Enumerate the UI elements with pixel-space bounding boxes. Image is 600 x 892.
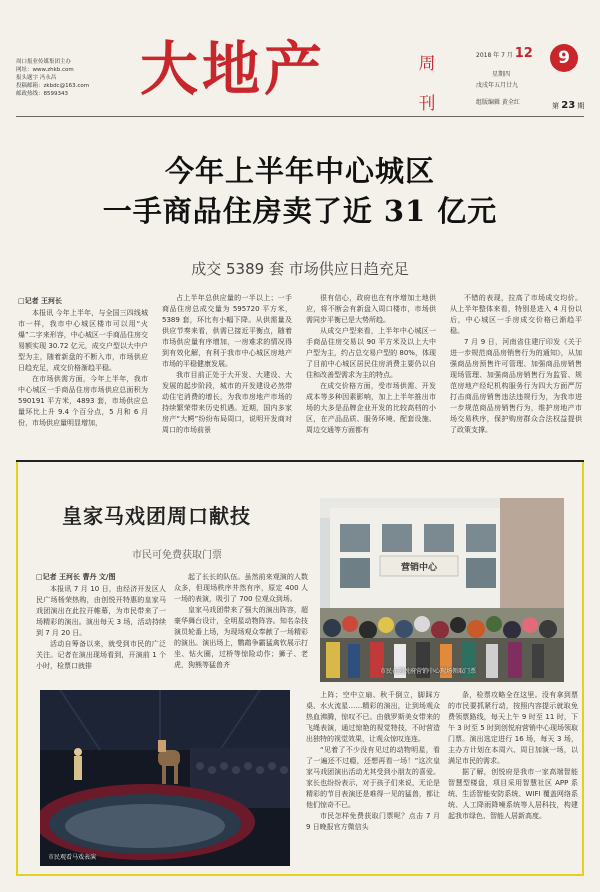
date-block	[476, 46, 556, 89]
publisher-line: 周口报业传媒集团主办	[16, 59, 72, 65]
weekday: 星期四	[492, 71, 511, 78]
paragraph: 7 月 9 日，河南省住建厅印发《关于进一步规范商品房销售行为的通知》，从加强商品房预售许可管理、加强商品房销售现场管理、加强商品房销售行为监管、规范房地产经纪机构服务行为四大方面严厉打击商品房销售违法违规行为，为我市进一步规范商品房销售行为，维护房地产市场交易秩序，保护购房群众合法权益提供了政策支撑。	[450, 338, 582, 434]
issue-badge: 9	[550, 44, 578, 72]
calligraphy-line: 报头题字 冯永昌	[16, 75, 57, 81]
story2-column-4	[448, 690, 578, 866]
date-line	[476, 46, 556, 61]
date-day: 12	[514, 46, 533, 61]
paragraph: 市民怎样免费获取门票呢？点击 7 月 9 日晚报官方微信头	[306, 812, 440, 831]
photo-top-caption: 市民在创悦府营销中心现场领取门票	[380, 668, 477, 675]
editor-line: 组版编辑 黄全红	[476, 99, 520, 106]
story2-subtitle: 市民可免费获取门票	[132, 550, 222, 561]
weekly-label: 周刊	[418, 54, 436, 114]
page-number-value: 23	[561, 100, 576, 111]
photo-sales-center	[320, 498, 564, 682]
headline-line-2: 一手商品住房卖了近 31 亿元	[102, 194, 498, 228]
story2-frame-top	[16, 460, 584, 462]
page-suffix: 期	[577, 102, 585, 110]
story2-column-3	[306, 690, 440, 866]
paragraph: 我市目前正处于大开发、大建设、大发展的起步阶段，城市的开发建设必然带动住宅消费的增长，为我市房地产市场的持续繁荣带来历史机遇。近期，国内多家房产“大鳄”纷纷布局周口，说明开发商对周口的市场前景	[162, 371, 292, 434]
photo-bottom-caption: 市民观看马戏表演	[48, 854, 97, 861]
masthead-logo: 大地产	[140, 35, 327, 103]
story2-title: 皇家马戏团周口献技	[62, 504, 251, 528]
sales-center-sign: 营销中心	[400, 563, 437, 573]
paragraph: 本报讯 今年上半年，与全国三四线城市一样，我市中心城区楼市可以用“火爆”二字来形容，中心城区一手商品住房交易额实现 30.72 亿元，成交户型以大中户型为主，随着新盘的不断入市，市场供应日趋充足，成交价格渐趋平稳。	[18, 309, 148, 372]
page-label: 第	[552, 102, 559, 110]
headline-line-1: 今年上半年中心城区	[164, 154, 435, 188]
page-number	[552, 100, 584, 111]
paragraph: 在成交价格方面，受市场供需、开发成本等多种因素影响，加上上半年推出市场的大多是品牌企业开发的比较高档的小区，在产品品质、服务环境、配套设施、周边交通等方面都有	[306, 382, 436, 434]
subheadline: 成交 5389 套 市场供应日趋充足	[191, 260, 409, 278]
story1-column-4	[450, 293, 582, 448]
paragraph: 在市场供需方面，今年上半年，我市中心城区一手商品住房市场供应总面积为 590191 平方米，4893 套，市场供应总量环比上升 9.4 个百分点，5 月和 6 月份，市场供应量明显增加，	[18, 375, 148, 427]
paragraph: 皇家马戏团带来了强大的演出阵容，超豪华舞台设计，全明星动物阵容。知名杂技演员轮番上场，为现场观众奉献了一场精彩的演出。演出场上，鹦鹉争霸猛禽钦展示打坐、钻火圈，过桥等惊险动作；狮子、老虎，狗熊等猛兽齐	[174, 606, 308, 669]
hotline-line: 邮政热线：8599343	[16, 91, 68, 97]
photo-circus-show	[40, 690, 290, 866]
masthead-divider	[16, 116, 584, 117]
story1-column-2	[162, 293, 292, 448]
masthead-info	[16, 58, 128, 98]
lunar-date: 戊戌年五月廿九	[476, 82, 519, 89]
paragraph: 从成交户型来看，上半年中心城区一手商品住房交易以 90 平方米及以上大中户型为主，约占总交易户型的 80%，体现了目前中心城区居民住房消费主要仍以自住和改善型需求为主的特点。	[306, 327, 436, 379]
paragraph: 占上半年总供应量的一半以上；一手商品住房总成交量为 595720 平方米，5389 套，环比有小幅下降。从供需量及供应节奏来看，供需已接近平衡点，随着市场供应量有序增加，一房难求的情况得到有效化解，有利于我市中心城区房地产市场的平稳健康发展。	[162, 294, 292, 368]
story1-byline: □记者 王河长	[18, 297, 63, 305]
paragraph: 起了长长的队伍。虽然前来观演的人数众多，但现场秩序井然有序，原定 400 人一场的表演，吸引了 700 位观众到场。	[174, 573, 308, 603]
story1-column-1	[18, 308, 148, 448]
paragraph: 据了解，创悦府是我市一家高端智能智慧型楼盘，项目采用智慧社区 APP 系统、生活智能安防系统、WIFI 覆盖网络系统、人工降雨降噪系统等人居科技，构建起我市绿色、智能人居新高度。	[448, 768, 578, 820]
date-prefix: 2018 年 7 月	[476, 52, 513, 59]
website-line: 网址：www.zhkb.com	[16, 67, 74, 73]
photo-circus-show-art	[40, 690, 290, 866]
story1-column-3	[306, 293, 436, 448]
paragraph: 不错的表现，拉高了市场成交均价。从上半年整体来看，特别是进入 4 月份以后，中心城区一手房成交价格已渐趋平稳。	[450, 294, 582, 335]
story2-column-2	[174, 572, 308, 680]
email-line: 投稿邮箱：zkbdc@163.com	[16, 83, 90, 89]
paragraph: 本报讯 7 月 10 日，由经济开发区人民广场杨荣热购，由创悦开特惠的皇家马戏团演出在此拉开帷幕，为市民带来了一场精彩的演出。演出每天 3 场，活动持续到 7 月 20 日。	[36, 585, 166, 637]
story2-byline: □记者 王河长 曹丹 文/图	[36, 573, 116, 581]
paragraph: “见着了不少没有见过的动物明星，看了一遍还不过瘾，还想再看一场！”这次皇家马戏团演出活动尤其受到小朋友的喜爱。家长也纷纷表示，对于孩子们来说，无论是精彩的节目表演还是难得一见的猛兽，都让他们惊奇不已。	[306, 746, 440, 809]
story2-column-1	[36, 584, 166, 680]
paragraph: 活动自筹备以来，就受到市民的广泛关注。记者在演出现场看到，开演前 1 个小时，检票口就排	[36, 640, 166, 670]
paragraph: 很有信心，政府也在有序增加土地供应，将不断会有新盘入周口楼市，市场供需同步平衡已是大势所趋。	[306, 294, 436, 324]
photo-sales-center-art	[320, 498, 564, 682]
paragraph: 上阵；空中立扇、秋千倒立，脚踩方桌、水火流星……精彩的演出，让到场观众热血沸腾，惊叹不已。由俄罗斯美女带来的飞绳表演，通过惊艳的视觉特技，不时营造出独特的视觉效果，让观众惊叹连连。	[306, 691, 440, 743]
paragraph: 条，检票攻略全在这里。没有拿到票的市民要抓紧行动，按照内容提示就取免费领票路线，每天上午 9 时至 11 时，下午 3 时至 5 时到创悦府营销中心现场领取门票。演出选定进行 16 场，每天 3 场，主办方计划在本周六、周日加演一场，以满足市民的需求。	[448, 691, 578, 765]
